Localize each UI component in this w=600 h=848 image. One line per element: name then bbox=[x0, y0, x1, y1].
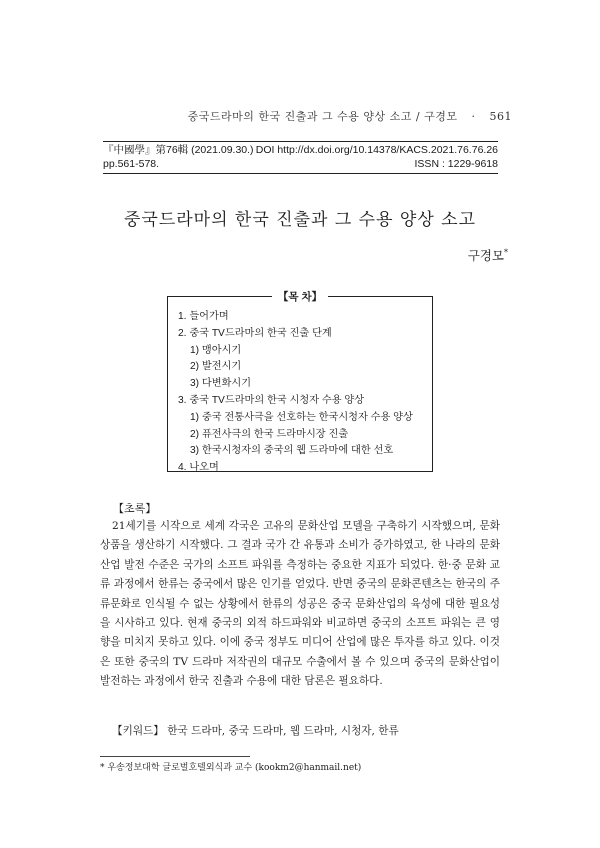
journal-issue: 『中國學』第76輯 (2021.09.30.) bbox=[103, 144, 254, 156]
author-footnote-mark: * bbox=[504, 247, 508, 257]
keywords bbox=[100, 723, 500, 738]
abstract-label: 【초록】 bbox=[113, 502, 157, 515]
page-number: 561 bbox=[489, 110, 512, 123]
footnote-divider bbox=[100, 756, 250, 757]
toc-subitem: 2) 퓨전사극의 한국 드라마시장 진출 bbox=[190, 428, 349, 440]
running-header-title: 중국드라마의 한국 진출과 그 수용 양상 소고 / 구경모 bbox=[187, 110, 458, 123]
toc-subitem: 3) 다변화시기 bbox=[190, 378, 252, 390]
toc-heading: 【목 차】 bbox=[272, 291, 328, 303]
publication-info bbox=[103, 141, 498, 171]
toc-item: 3. 중국 TV드라마의 한국 시청자 수용 양상 bbox=[178, 394, 365, 406]
abstract-text: 21세기를 시작으로 세계 각국은 고유의 문화산업 모델을 구축하기 시작했으며, 문화상품을 생산하기 시작했다. 그 결과 국가 간 유통과 소비가 증가하였고, 한 나라의 문화산업 발전 수준은 국가의 소프트 파워를 측정하는 중요한 지표가 되었다. 한·중 문화 교류 과정에서 한류는 중국에서 많은 인기를 얻었다. 반면 중국의 문화콘텐츠는 한국의 주류문화로 인식될 수 없는 상황에서 한류의 성공은 중국 문화산업의 육성에 대한 필요성을 시사하고 있다. 현재 중국의 외적 하드파워와 비교하면 중국의 소프트 파워는 큰 영향을 미치지 못하고 있다. 이에 중국 정부도 미디어 산업에 많은 투자를 하고 있다. 이것은 또한 중국의 TV 드라마 저작권의 대규모 수출에서 볼 수 있으며 중국의 문화산업이 발전하는 과정에서 한국 진출과 수용에 대한 담론은 필요하다. bbox=[100, 520, 500, 688]
keywords-list: 한국 드라마, 중국 드라마, 웹 드라마, 시청자, 한류 bbox=[167, 725, 399, 737]
toc-item: 2. 중국 TV드라마의 한국 진출 단계 bbox=[178, 327, 332, 339]
author-name: 구경모 bbox=[467, 248, 504, 263]
toc-subitem: 1) 중국 전통사극을 선호하는 한국시청자 수용 양상 bbox=[190, 411, 413, 423]
toc-item: 1. 들어가며 bbox=[178, 311, 229, 322]
author bbox=[468, 246, 508, 264]
keywords-label: 【키워드】 bbox=[112, 725, 164, 737]
toc-item: 4. 나오며 bbox=[178, 462, 219, 474]
running-header-bullet: · bbox=[471, 110, 476, 123]
table-of-contents bbox=[167, 291, 433, 474]
toc-subitem: 1) 맹아시기 bbox=[190, 344, 242, 356]
toc-subitem: 2) 발전시기 bbox=[190, 361, 242, 373]
toc-subitem: 3) 한국시청자의 중국의 웹 드라마에 대한 선호 bbox=[190, 445, 394, 457]
paper-title: 중국드라마의 한국 진출과 그 수용 양상 소고 bbox=[123, 210, 477, 230]
issn: ISSN : 1229-9618 bbox=[414, 158, 498, 170]
author-affiliation-footnote: * 우송정보대학 글로벌호텔외식과 교수 (kookm2@hanmail.net) bbox=[100, 763, 362, 773]
doi-link[interactable]: DOI http://dx.doi.org/10.14378/KACS.2021.76.76.26 bbox=[255, 144, 498, 156]
running-header bbox=[188, 108, 512, 124]
page-range: pp.561-578. bbox=[103, 158, 160, 170]
